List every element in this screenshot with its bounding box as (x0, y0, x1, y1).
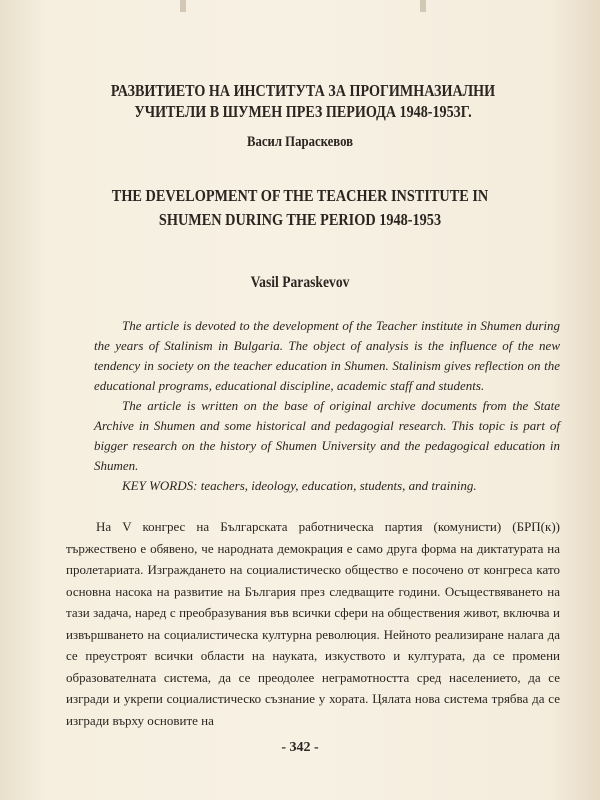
author-name-bulgarian: Васил Параскевов (246, 134, 354, 150)
body-text (66, 516, 560, 731)
abstract-paragraph-1: The article is devoted to the development of the Teacher institute in Shumen during the years of Stalinism in Bulgaria. The object of analysis is the influence of the new tendency in society on the teacher education in Shumen. Stalinism gives reflection on the educational programs, educational discipline, academic staff and students. (94, 318, 560, 393)
abstract-paragraph-2: The article is written on the base of original archive documents from the State Archive in Shumen and some historical and pedagogial research. This topic is part of bigger research on the history of Shumen University and the pedagogical education in Shumen. (94, 398, 560, 473)
scan-edge-marks (0, 0, 600, 18)
abstract (94, 316, 560, 496)
abstract-keywords: KEY WORDS: teachers, ideology, education, students, and training. (122, 478, 477, 493)
body-paragraph: На V конгрес на Българската работническа партия (комунисти) (БРП(к)) тържествено е обявено, че народната демокрация е само друга форма на диктатурата на пролетариата. Изграждането на социалистическо общество е посочено от конгреса като основна насока на развитие на България през следващите години. Осъществяването на тази задача, наред с преобразувания във всички сфери на обществения живот, включва и извършването на социалистическа културна революция. Нейното реализиране налага да се преустроят всички области на науката, изкуството и културата, да се промени образователната система, да се преодолее неграмотността сред населението, да се изгради и укрепи социалистическо съзнание у хората. Цялата нова система трябва да се изгради върху основите на (66, 519, 560, 728)
article-title-english: THE DEVELOPMENT OF THE TEACHER INSTITUTE IN SHUMEN DURING THE PERIOD 1948-1953 (111, 186, 489, 229)
article-title-bulgarian: РАЗВИТИЕТО НА ИНСТИТУТА ЗА ПРОГИМНАЗИАЛНИ УЧИТЕЛИ В ШУМЕН ПРЕЗ ПЕРИОДА 1948-1953Г. (110, 81, 496, 121)
author-name-english: Vasil Paraskevov (250, 274, 350, 291)
page-number: - 342 - (281, 740, 319, 755)
